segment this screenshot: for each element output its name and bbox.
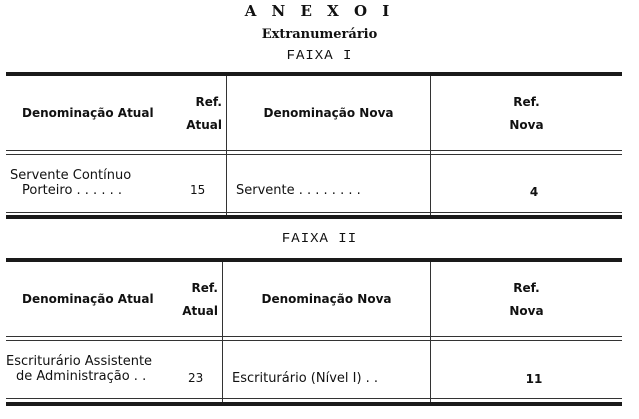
ref-label: Ref.: [195, 94, 222, 109]
annex-subtitle: Extranumerário: [261, 27, 378, 42]
faixa-label: FAIXA II: [281, 231, 358, 247]
column-header-ref-new: [431, 262, 622, 336]
header-rule: [6, 340, 622, 341]
new-name-cell: Servente . . . . . . . .: [236, 182, 361, 198]
faixa-label: FAIXA I: [286, 48, 353, 64]
current-name-cell: [6, 352, 196, 386]
column-header-current-name: Denominação Atual: [22, 106, 154, 120]
bottom-rule: [6, 212, 622, 213]
current-name-line: de Administração . .: [16, 369, 147, 384]
ref-label: Atual: [186, 117, 222, 132]
ref-new-value: 4: [529, 185, 539, 199]
current-name-line: Porteiro . . . . . .: [22, 183, 122, 198]
ref-label: Atual: [182, 303, 218, 318]
faixa-table: [6, 258, 622, 407]
column-header-new-name: Denominação Nova: [263, 106, 394, 120]
ref-label: Nova: [509, 117, 544, 132]
column-header-new-name: Denominação Nova: [261, 292, 392, 306]
ref-current-value: 15: [190, 183, 206, 197]
header-rule: [6, 150, 622, 151]
bottom-rule: [6, 215, 622, 219]
ref-label: Ref.: [513, 94, 540, 109]
current-name-line: Escriturário Assistente: [6, 354, 153, 369]
ref-new-value: 11: [525, 372, 543, 386]
header-rule: [6, 154, 622, 155]
ref-label: Nova: [509, 303, 544, 318]
faixa-table: [6, 72, 622, 218]
ref-current-value: 23: [188, 371, 204, 385]
column-header-ref-current: [170, 262, 218, 336]
new-name-cell: Escriturário (Nível I) . .: [232, 370, 379, 386]
annex-title: A N E X O I: [244, 2, 395, 20]
header-rule: [6, 336, 622, 337]
ref-label: Ref.: [191, 280, 218, 295]
column-header-ref-new: [431, 76, 622, 150]
current-name-line: Servente Contínuo: [10, 168, 132, 183]
ref-label: Ref.: [513, 280, 540, 295]
bottom-rule: [6, 402, 622, 406]
column-header-ref-current: [174, 76, 222, 150]
bottom-rule: [6, 398, 622, 399]
column-header-current-name: Denominação Atual: [22, 292, 154, 306]
current-name-cell: [10, 166, 190, 200]
